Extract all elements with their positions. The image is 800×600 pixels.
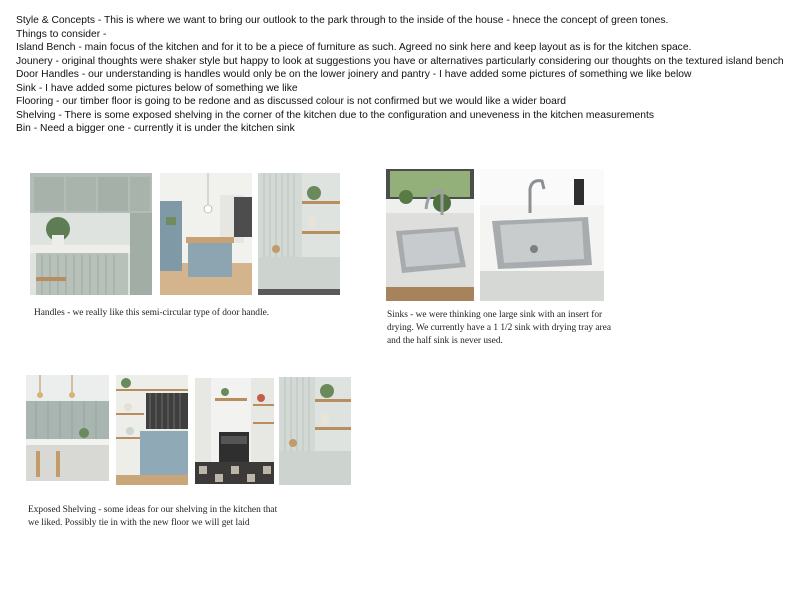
note-door-handles: Door Handles - our understanding is handles would only be on the lower joinery and pantry - I have added some pictures of something we like below (16, 69, 692, 80)
sink-photo-2 (480, 169, 604, 301)
note-bin: Bin - Need a bigger one - currently it is under the kitchen sink (16, 123, 295, 134)
notes-block (16, 14, 786, 136)
handles-photo-2 (160, 173, 252, 295)
shelving-photo-2 (116, 375, 188, 485)
note-shelving: Shelving - There is some exposed shelving in the corner of the kitchen due to the configuration and uneveness in the kitchen measurements (16, 109, 655, 121)
note-sink: Sink - I have added some pictures below of something we like (16, 82, 298, 94)
shelving-photo-1 (26, 375, 109, 481)
note-things-to-consider: Things to consider - (16, 28, 107, 40)
note-flooring: Flooring - our timber floor is going to be redone and as discussed colour is not confirmed but we would like a wider board (16, 96, 567, 107)
handles-photo-1 (30, 173, 152, 295)
shelving-caption: Exposed Shelving - some ideas for our shelving in the kitchen that we liked. Possibly tie in with the new floor we will get laid (28, 505, 278, 528)
note-joinery: Jounery - original thoughts were shaker style but happy to look at suggestions you have or alternatives particularly considering our thoughts on the textured island bench (16, 55, 784, 67)
sinks-caption: Sinks - we were thinking one large sink with an insert for drying. We currently have a 1 1/2 sink with drying tray area and the half sink is never used. (387, 310, 612, 346)
handles-photo-3 (258, 173, 340, 295)
note-island-bench: Island Bench - main focus of the kitchen and for it to be a piece of furniture as such. Agreed no sink here and keep layout as is for the kitchen space. (16, 42, 692, 53)
shelving-photo-4 (279, 377, 351, 485)
handles-caption: Handles - we really like this semi-circular type of door handle. (34, 308, 270, 318)
note-style-concepts: Style & Concepts - This is where we want to bring our outlook to the park through to the inside of the house - hnece the concept of green tones. (16, 15, 669, 26)
sink-photo-1 (386, 169, 474, 301)
shelving-photo-3 (195, 378, 274, 484)
